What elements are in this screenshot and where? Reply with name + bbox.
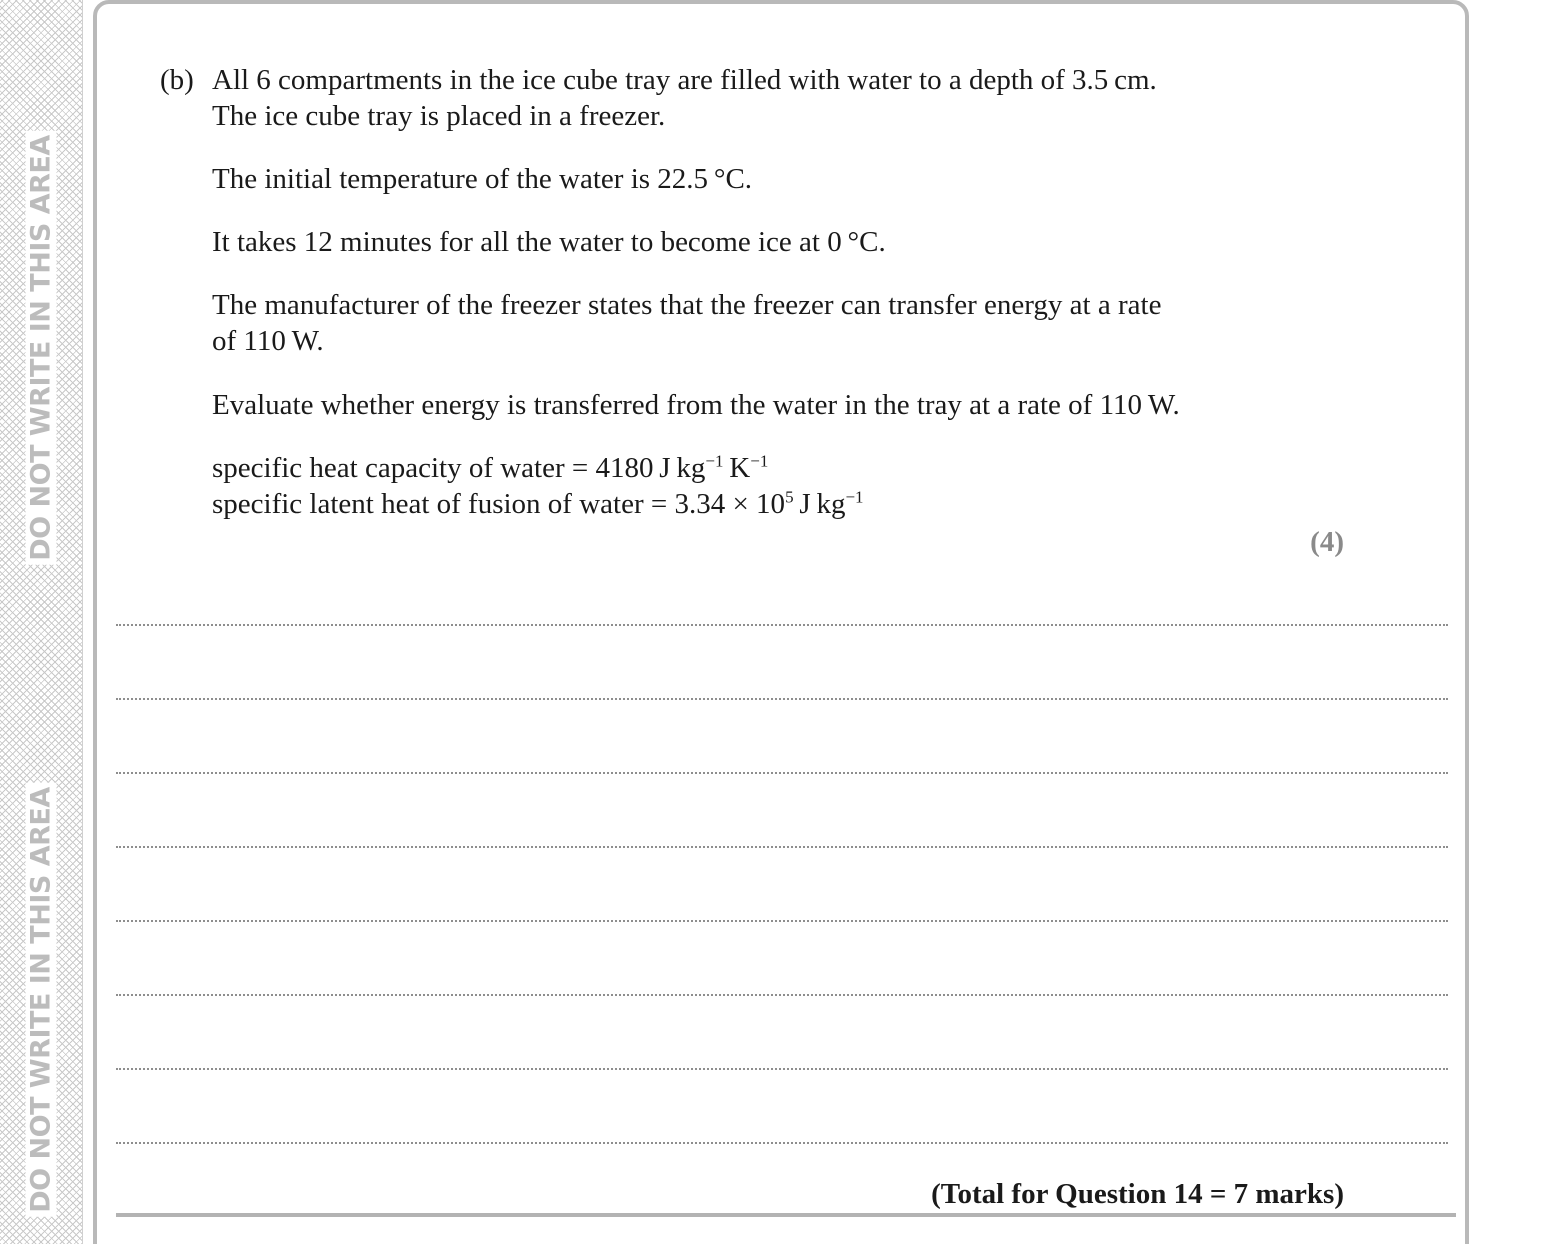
shc-unit-kelvin: K (729, 452, 751, 484)
question-part-label: (b) (160, 64, 194, 96)
answer-line[interactable] (116, 1068, 1448, 1070)
answer-line[interactable] (116, 1142, 1448, 1144)
manufacturer-claim-line-1: The manufacturer of the freezer states that the freezer can transfer energy at a rate (212, 289, 1162, 321)
lh-unit-exponent: −1 (845, 487, 864, 507)
margin-warning-top: DO NOT WRITE IN THIS AREA (26, 131, 57, 565)
answer-line[interactable] (116, 920, 1448, 922)
specific-heat-capacity-line (212, 450, 768, 486)
question-line-2: The ice cube tray is placed in a freezer. (212, 100, 666, 132)
latent-heat-line (212, 486, 864, 522)
shc-text: specific heat capacity of water = 4180 J kg (212, 452, 706, 484)
shc-exponent-2: −1 (750, 451, 769, 471)
margin-warning-bottom: DO NOT WRITE IN THIS AREA (26, 783, 57, 1217)
evaluate-instruction: Evaluate whether energy is transferred from the water in the tray at a rate of 110 W. (212, 389, 1180, 421)
lh-unit: J kg (799, 488, 846, 520)
answer-line[interactable] (116, 772, 1448, 774)
freeze-time-text: It takes 12 minutes for all the water to become ice at 0 °C. (212, 226, 886, 258)
lh-text: specific latent heat of fusion of water = 3.34 × 10 (212, 488, 786, 520)
question-line-1: All 6 compartments in the ice cube tray are filled with water to a depth of 3.5 cm. (212, 64, 1157, 96)
answer-line[interactable] (116, 698, 1448, 700)
answer-line[interactable] (116, 994, 1448, 996)
do-not-write-margin (0, 0, 83, 1244)
marks-available: (4) (1310, 526, 1344, 558)
lh-power: 5 (785, 487, 794, 507)
shc-exponent-1: −1 (705, 451, 724, 471)
initial-temperature-text: The initial temperature of the water is 22.5 °C. (212, 163, 753, 195)
question-end-rule (116, 1213, 1456, 1217)
manufacturer-claim-line-2: of 110 W. (212, 325, 324, 357)
answer-line[interactable] (116, 624, 1448, 626)
answer-line[interactable] (116, 846, 1448, 848)
question-total-marks: (Total for Question 14 = 7 marks) (931, 1178, 1344, 1210)
